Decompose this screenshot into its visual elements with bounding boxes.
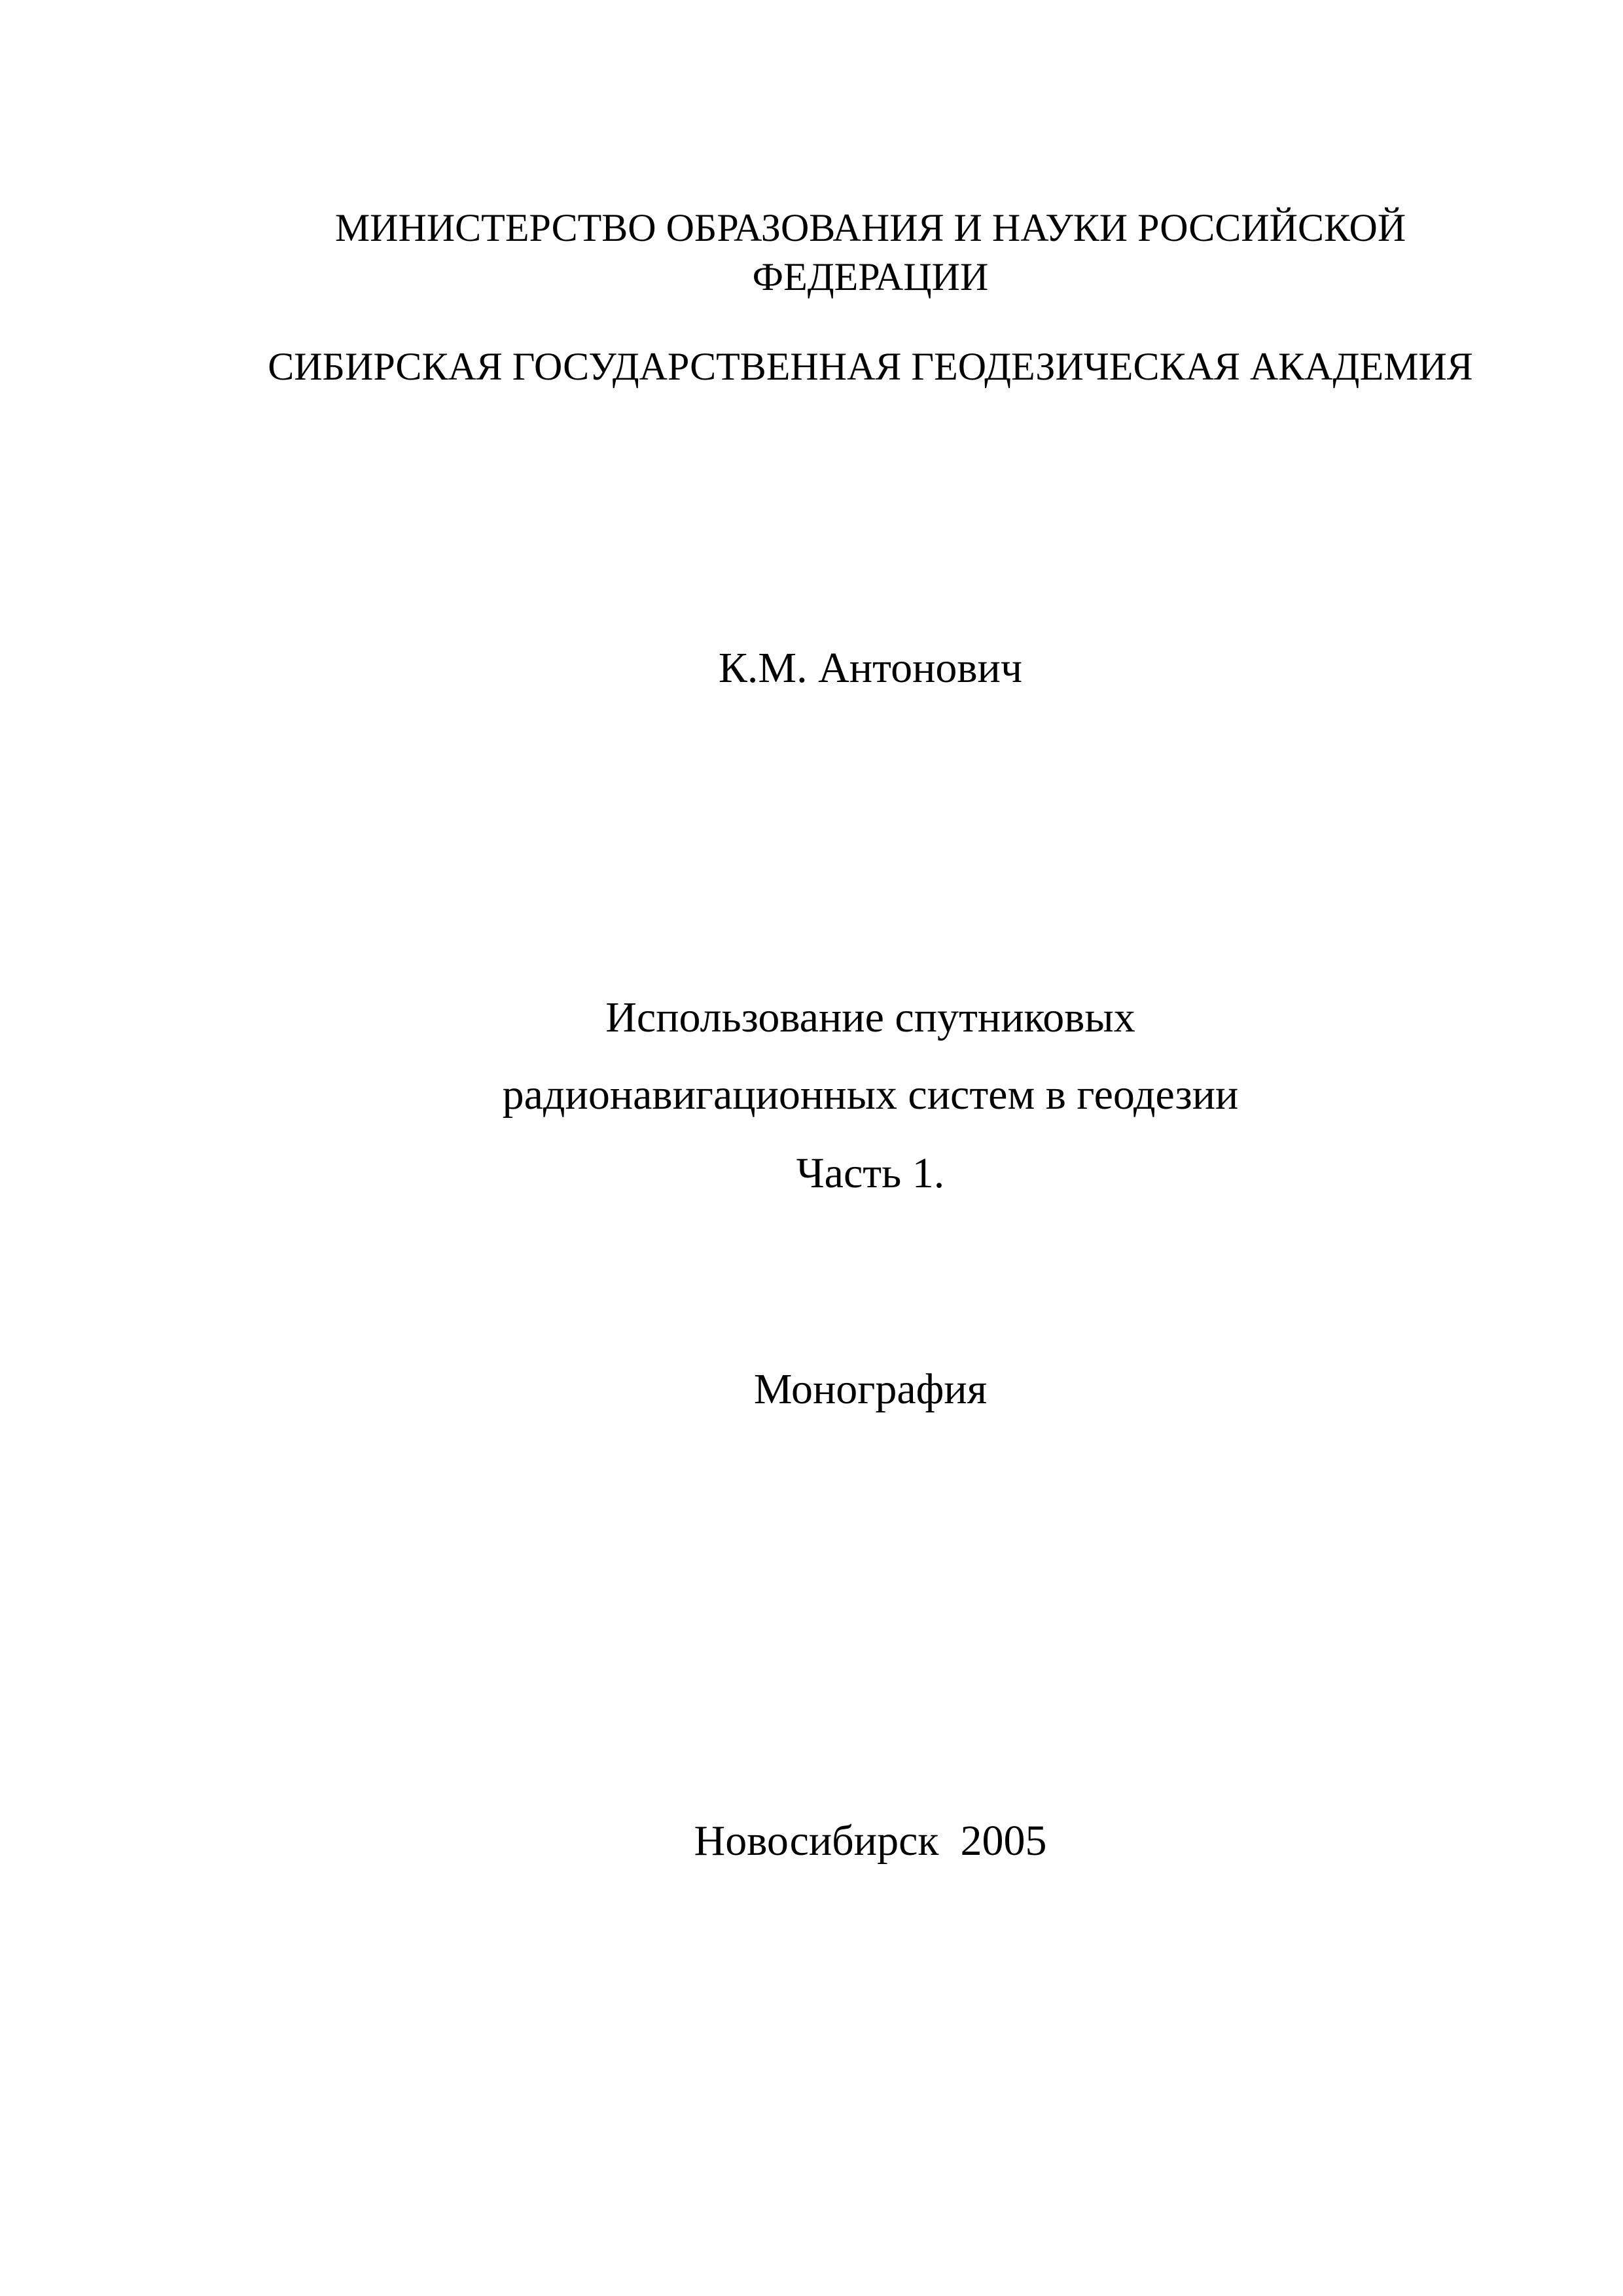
book-title-line1: Использование спутниковых	[605, 994, 1135, 1041]
author-name: К.М. Антонович	[718, 644, 1023, 692]
academy-heading: СИБИРСКАЯ ГОСУДАРСТВЕННАЯ ГЕОДЕЗИЧЕСКАЯ АКАДЕМИЯ	[268, 345, 1473, 388]
book-part: Часть 1.	[796, 1149, 945, 1197]
ministry-heading-line2: ФЕДЕРАЦИИ	[752, 255, 989, 298]
ministry-heading-line1: МИНИСТЕРСТВО ОБРАЗОВАНИЯ И НАУКИ РОССИЙСКОЙ	[334, 206, 1406, 249]
imprint-city-year: Новосибирск 2005	[694, 1817, 1047, 1865]
book-genre: Монография	[753, 1365, 988, 1413]
book-title-line2: радионавигационных систем в геодезии	[502, 1071, 1239, 1119]
